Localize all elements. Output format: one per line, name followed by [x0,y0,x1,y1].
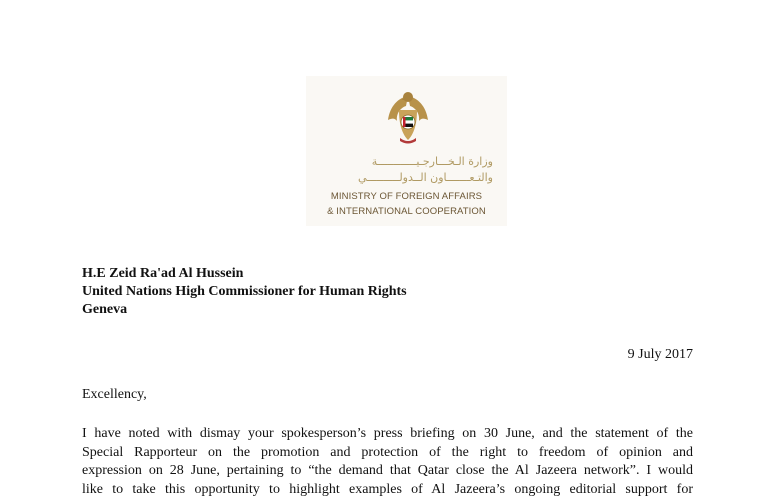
body-line: expression on 28 June, pertaining to “the demand that Qatar close the Al Jazeera network”. I would [82,463,693,478]
body-line: like to take this opportunity to highlight examples of Al Jazeera’s ongoing editorial support for [82,481,693,497]
salutation: Excellency, [82,387,147,402]
letterhead [306,76,507,226]
letterhead-arabic-line2: والتـعـــــــاون الــدولــــــــــي [357,171,493,184]
body-line: I have noted with dismay your spokesperson’s press briefing on 30 June, and the statement of the [82,426,693,441]
uae-emblem-icon [384,88,432,146]
letter-date: 9 July 2017 [627,347,693,362]
letterhead-arabic-line1: وزارة الـخـــارجـيــــــــــــة [371,155,493,168]
addressee-block [82,265,407,319]
letterhead-english-line1: MINISTRY OF FOREIGN AFFAIRS [330,191,483,202]
addressee-name: H.E Zeid Ra'ad Al Hussein [82,266,244,281]
addressee-title: United Nations High Commissioner for Human Rights [82,284,407,299]
addressee-location: Geneva [82,302,128,317]
letter-body [82,425,693,499]
letterhead-english-line2: & INTERNATIONAL COOPERATION [327,206,486,217]
body-line: Special Rapporteur on the promotion and protection of the right to freedom of opinion and [82,444,693,460]
